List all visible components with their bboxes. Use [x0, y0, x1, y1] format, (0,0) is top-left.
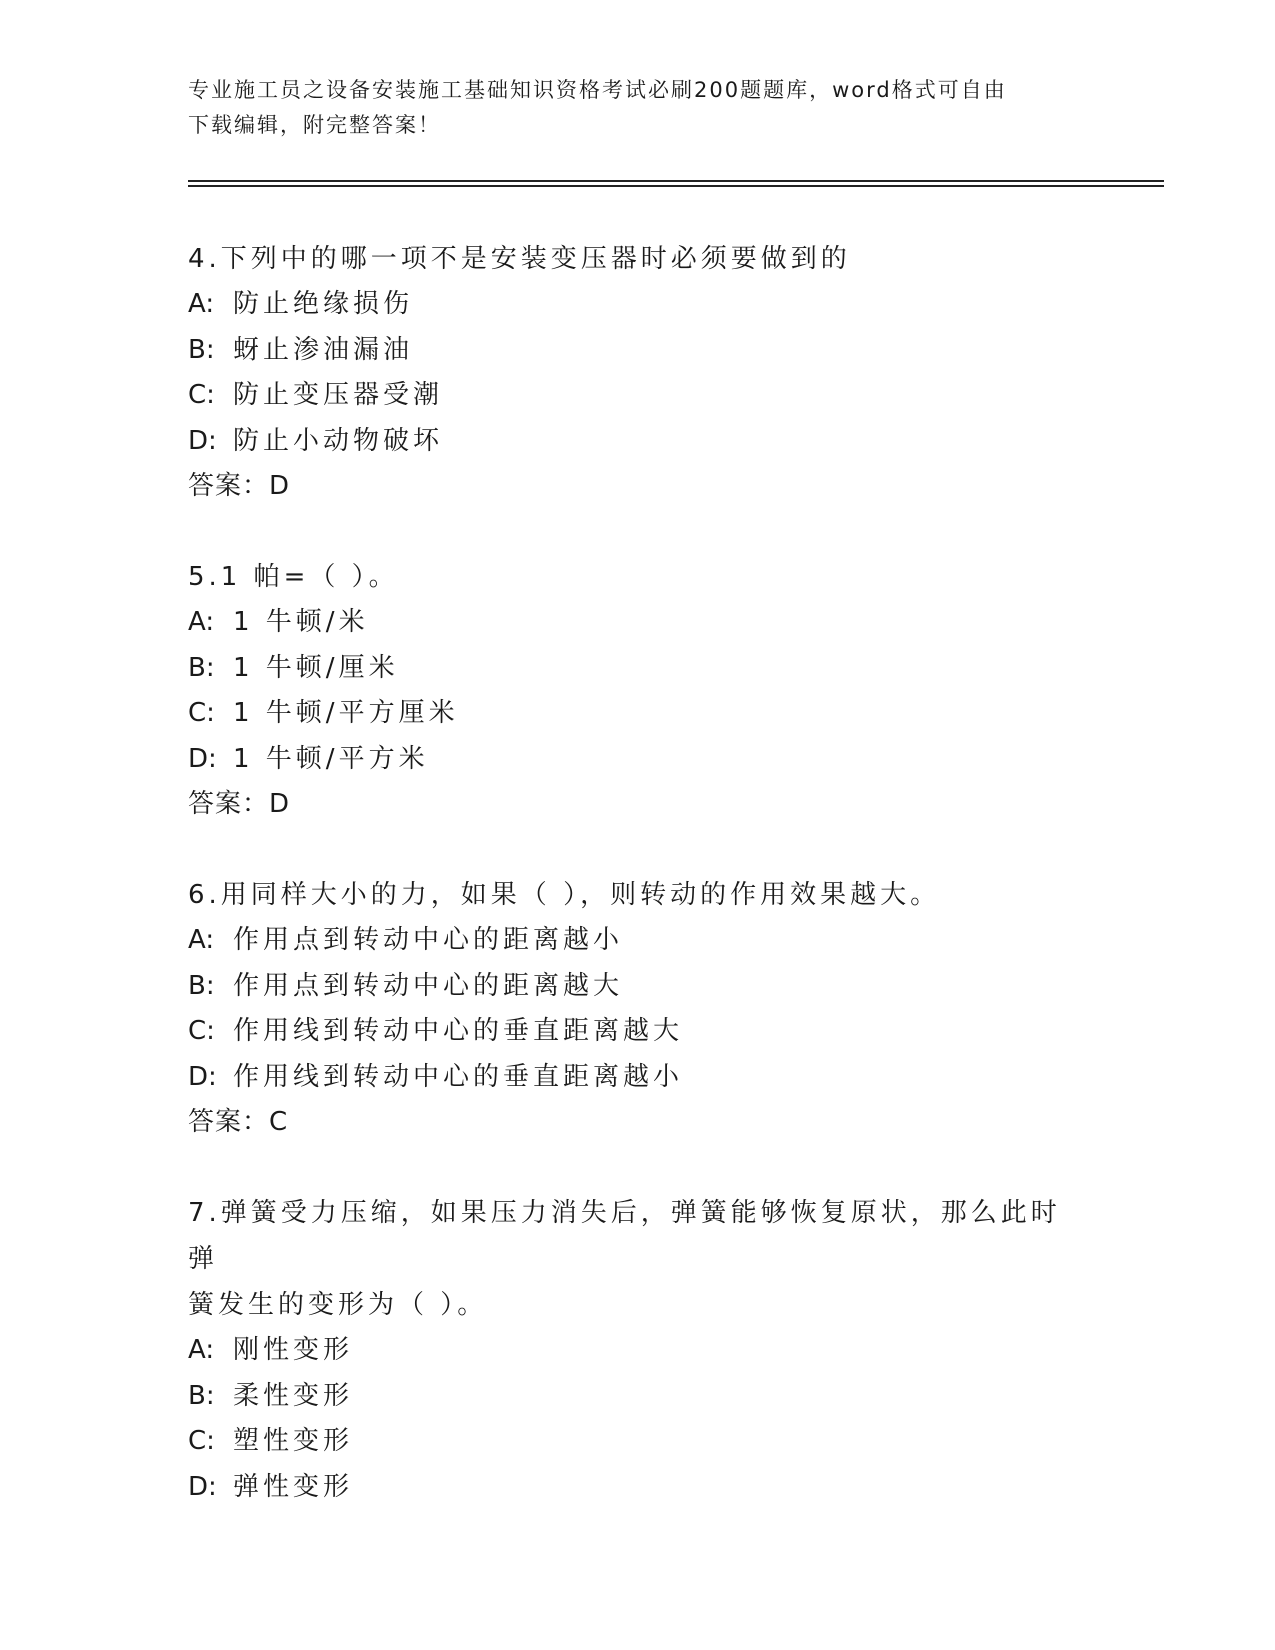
option-letter: C:	[188, 698, 215, 728]
option-letter: D:	[188, 1471, 217, 1502]
question-5	[188, 554, 1088, 827]
header-line-2: 下载编辑，附完整答案！	[188, 113, 441, 137]
question-text-line-2: 簧发生的变形为（ ）。	[188, 1290, 488, 1320]
option-b	[188, 646, 1088, 692]
option-text: 防止绝缘损伤	[233, 289, 414, 319]
option-text: 作用点到转动中心的距离越小	[233, 925, 624, 955]
option-text: 弹性变形	[233, 1471, 354, 1502]
option-d	[188, 419, 1088, 465]
option-text: 1 牛顿/厘米	[233, 652, 399, 683]
option-text: 防止小动物破坏	[233, 425, 444, 456]
question-text: 4.下列中的哪一项不是安装变压器时必须要做到的	[188, 244, 851, 274]
option-letter: B:	[188, 652, 215, 683]
header-divider-bottom	[188, 185, 1164, 187]
option-letter: A:	[188, 925, 215, 955]
option-letter: D:	[188, 425, 217, 456]
header-divider-top	[188, 180, 1164, 182]
option-letter: B:	[188, 1380, 215, 1411]
option-letter: D:	[188, 743, 217, 774]
option-c	[188, 373, 1088, 419]
option-b	[188, 328, 1088, 374]
answer-text: 答案：D	[188, 471, 291, 501]
question-4	[188, 236, 1088, 509]
option-letter: D:	[188, 1061, 217, 1092]
option-letter: A:	[188, 289, 215, 319]
option-text: 蚜止渗油漏油	[233, 334, 414, 365]
answer-text: 答案：C	[188, 1107, 289, 1137]
option-text: 柔性变形	[233, 1380, 354, 1411]
option-c	[188, 691, 1088, 737]
question-6	[188, 872, 1088, 1145]
question-text: 5.1 帕=（ ）。	[188, 562, 399, 592]
option-text: 作用线到转动中心的垂直距离越大	[233, 1016, 684, 1046]
option-d	[188, 1465, 1088, 1511]
option-a	[188, 918, 1088, 964]
option-letter: C:	[188, 1426, 215, 1456]
document-header	[188, 73, 1088, 143]
option-b	[188, 964, 1088, 1010]
option-a	[188, 1328, 1088, 1374]
option-a	[188, 600, 1088, 646]
option-text: 塑性变形	[233, 1426, 354, 1456]
question-7	[188, 1190, 1088, 1510]
option-text: 1 牛顿/米	[233, 607, 369, 637]
option-letter: C:	[188, 1016, 215, 1046]
answer-text: 答案：D	[188, 789, 291, 819]
option-text: 作用点到转动中心的距离越大	[233, 970, 624, 1001]
header-line-1: 专业施工员之设备安装施工基础知识资格考试必刷200题题库，word格式可自由	[188, 78, 1007, 102]
option-text: 防止变压器受潮	[233, 380, 444, 410]
option-text: 1 牛顿/平方厘米	[233, 698, 459, 728]
option-d	[188, 737, 1088, 783]
option-letter: C:	[188, 380, 215, 410]
option-text: 刚性变形	[233, 1335, 354, 1365]
option-letter: B:	[188, 334, 215, 365]
option-letter: B:	[188, 970, 215, 1001]
option-c	[188, 1419, 1088, 1465]
question-list	[188, 236, 1088, 1555]
option-text: 1 牛顿/平方米	[233, 743, 429, 774]
option-a	[188, 282, 1088, 328]
option-c	[188, 1009, 1088, 1055]
option-d	[188, 1055, 1088, 1101]
question-text-line-1: 7.弹簧受力压缩，如果压力消失后，弹簧能够恢复原状，那么此时弹	[188, 1198, 1061, 1274]
option-letter: A:	[188, 1335, 215, 1365]
option-text: 作用线到转动中心的垂直距离越小	[233, 1061, 684, 1092]
option-b	[188, 1374, 1088, 1420]
question-text: 6.用同样大小的力，如果（ ），则转动的作用效果越大。	[188, 880, 941, 910]
option-letter: A:	[188, 607, 215, 637]
